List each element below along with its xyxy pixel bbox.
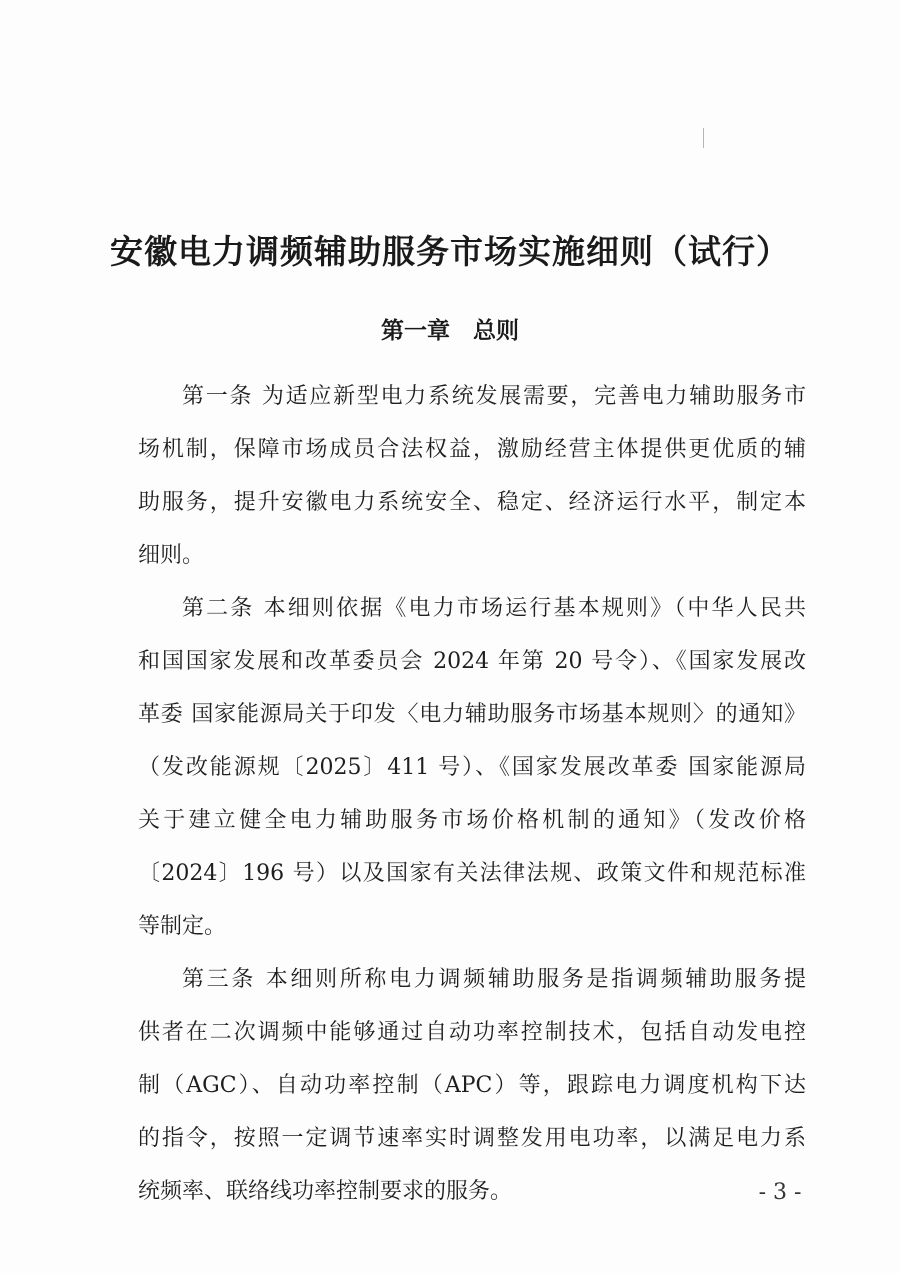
document-body [138,370,806,1218]
text-line: 制（AGC）、自动功率控制（APC）等，跟踪电力调度机构下达 [138,1073,806,1098]
text-line: 统频率、联络线功率控制要求的服务。 [138,1179,513,1204]
text-line: 供者在二次调频中能够通过自动功率控制技术，包括自动发电控 [138,1020,806,1045]
document-title: 安徽电力调频辅助服务市场实施细则（试行） [110,232,790,271]
text-line: 关于建立健全电力辅助服务市场价格机制的通知》（发改价格 [138,808,806,833]
text-line: 场机制，保障市场成员合法权益，激励经营主体提供更优质的辅 [138,437,806,462]
paragraph-article-1 [138,370,806,582]
scan-mark [703,128,704,148]
text-line: 第一条 为适应新型电力系统发展需要，完善电力辅助服务市 [182,384,806,409]
text-line: 第三条 本细则所称电力调频辅助服务是指调频辅助服务提 [182,967,806,992]
text-line: 和国国家发展和改革委员会 2024 年第 20 号令）、《国家发展改 [138,649,806,674]
text-line: 的指令，按照一定调节速率实时调整发用电功率，以满足电力系 [138,1126,806,1151]
text-line: 等制定。 [138,914,227,939]
text-line: 革委 国家能源局关于印发〈电力辅助服务市场基本规则〉的通知》 [138,702,806,727]
text-line: 〔2024〕196 号）以及国家有关法律法规、政策文件和规范标准 [138,861,806,886]
text-line: 助服务，提升安徽电力系统安全、稳定、经济运行水平，制定本 [138,490,806,515]
paragraph-article-3 [138,953,806,1218]
chapter-heading: 第一章 总则 [381,318,519,344]
text-line: 第二条 本细则依据《电力市场运行基本规则》（中华人民共 [182,596,806,621]
text-line: 细则。 [138,543,205,568]
paragraph-article-2 [138,582,806,953]
page-number: - 3 - [758,1180,802,1205]
text-line: （发改能源规〔2025〕411 号）、《国家发展改革委 国家能源局 [138,755,806,780]
